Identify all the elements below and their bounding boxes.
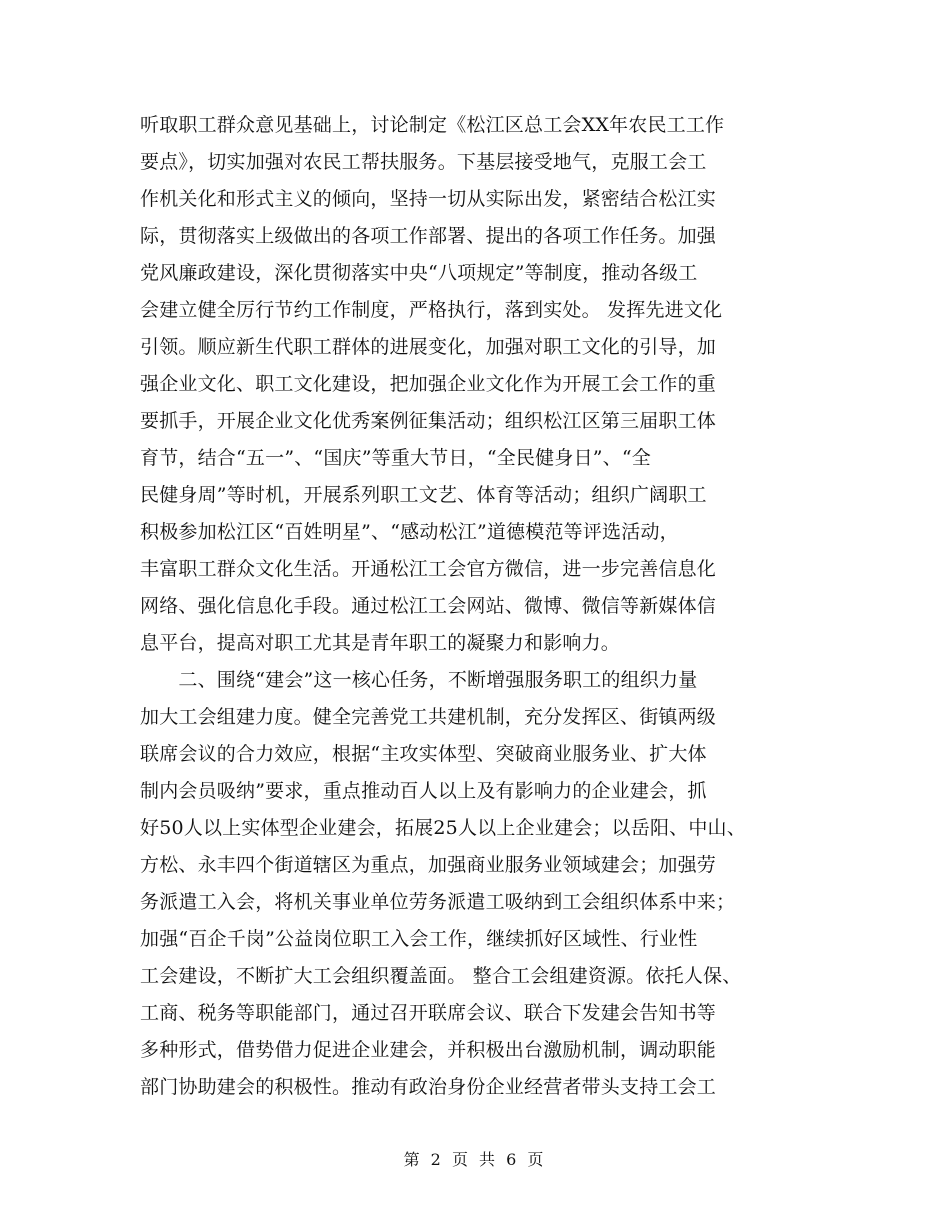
text-line: 会建立健全厉行节约工作制度，严格执行，落到实处。 发挥先进文化: [140, 299, 723, 321]
text-line: 听取职工群众意见基础上，讨论制定《松江区总工会XX年农民工工作: [140, 114, 725, 136]
text-line: 方松、永丰四个街道辖区为重点，加强商业服务业领域建会；加强劳: [140, 854, 717, 876]
text-line: 多种形式，借势借力促进企业建会，并积极出台激励机制，调动职能: [140, 1039, 717, 1061]
text-line: 制内会员吸纳”要求，重点推动百人以上及有影响力的企业建会，抓: [140, 780, 707, 802]
text-line: 工商、税务等职能部门，通过召开联席会议、联合下发建会告知书等: [140, 1002, 717, 1024]
text-line: 强企业文化、职工文化建设，把加强企业文化作为开展工会工作的重: [140, 373, 717, 395]
text-line: 工会建设，不断扩大工会组织覆盖面。 整合工会组建资源。依托人保、: [140, 965, 742, 987]
text-line: 作机关化和形式主义的倾向，坚持一切从实际出发，紧密结合松江实: [140, 188, 717, 210]
text-line: 联席会议的合力效应，根据“主攻实体型、突破商业服务业、扩大体: [140, 743, 707, 765]
text-line: 引领。顺应新生代职工群体的进展变化，加强对职工文化的引导，加: [140, 336, 717, 358]
text-line: 息平台，提高对职工尤其是青年职工的凝聚力和影响力。: [140, 632, 621, 654]
page-number-footer: 第 2 页 共 6 页: [403, 1150, 547, 1169]
text-line: 务派遣工入会，将机关事业单位劳务派遣工吸纳到工会组织体系中来；: [140, 891, 736, 913]
text-line: 丰富职工群众文化生活。开通松江工会官方微信，进一步完善信息化: [140, 558, 717, 580]
document-body: [140, 107, 840, 1106]
text-line: 积极参加松江区“百姓明星”、“感动松江”道德模范等评选活动，: [140, 521, 679, 543]
text-line: 好50人以上实体型企业建会，拓展25人以上企业建会；以岳阳、中山、: [140, 817, 746, 839]
section-heading-line: 二、围绕“建会”这一核心任务，不断增强服务职工的组织力量: [140, 669, 698, 691]
text-line: 加大工会组建力度。健全完善党工共建机制，充分发挥区、街镇两级: [140, 706, 717, 728]
text-line: 育节，结合“五一”、“国庆”等重大节日，“全民健身日”、“全: [140, 447, 651, 469]
text-line: 加强“百企千岗”公益岗位职工入会工作，继续抓好区域性、行业性: [140, 928, 698, 950]
text-line: 民健身周”等时机，开展系列职工文艺、体育等活动；组织广阔职工: [140, 484, 707, 506]
text-line: 党风廉政建设，深化贯彻落实中央“八项规定”等制度，推动各级工: [140, 262, 698, 284]
text-line: 部门协助建会的积极性。推动有政治身份企业经营者带头支持工会工: [140, 1076, 717, 1098]
text-line: 要抓手，开展企业文化优秀案例征集活动；组织松江区第三届职工体: [140, 410, 717, 432]
text-line: 际，贯彻落实上级做出的各项工作部署、提出的各项工作任务。加强: [140, 225, 717, 247]
text-line: 网络、强化信息化手段。通过松江工会网站、微博、微信等新媒体信: [140, 595, 717, 617]
text-line: 要点》，切实加强对农民工帮扶服务。下基层接受地气，克服工会工: [140, 151, 707, 173]
